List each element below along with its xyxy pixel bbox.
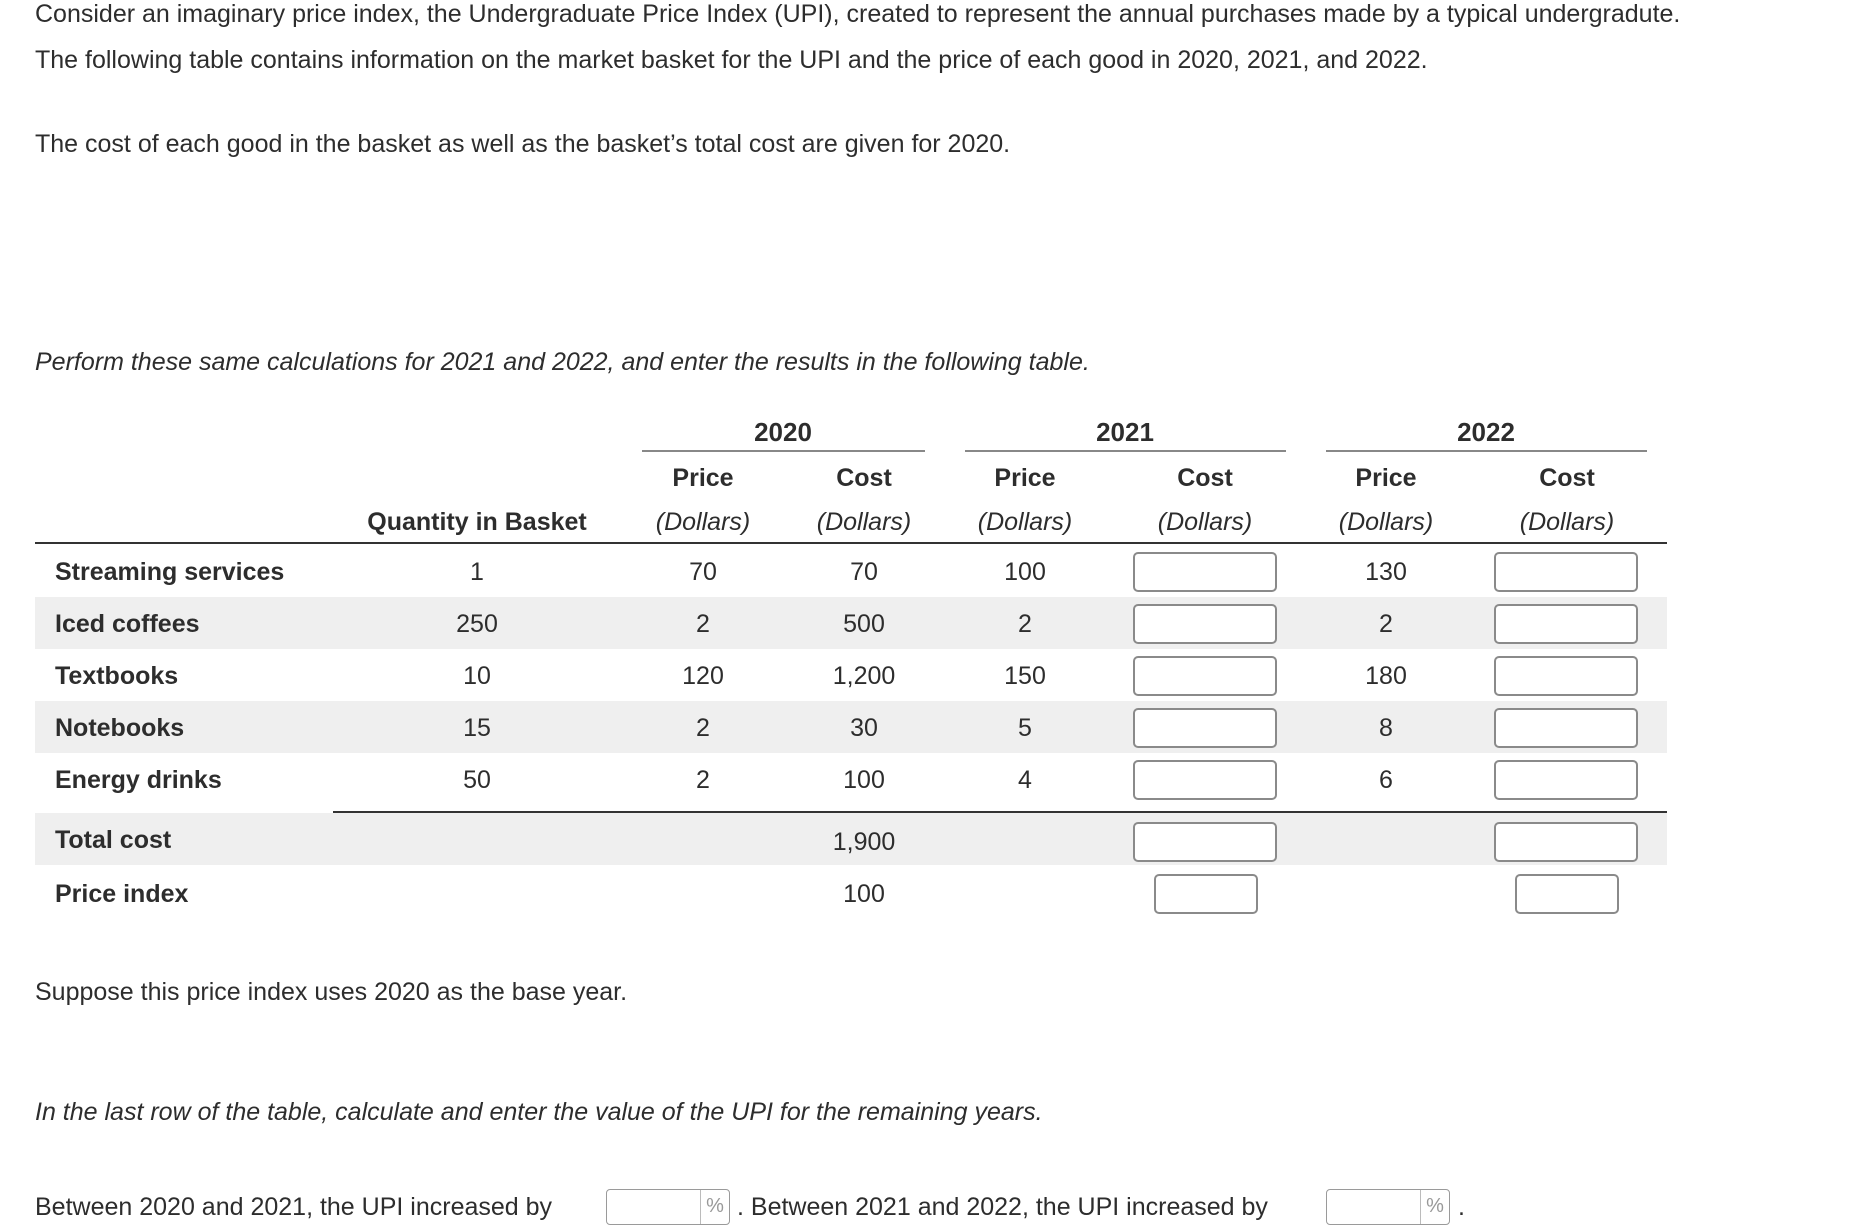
- quantity-cell: 10: [463, 662, 491, 690]
- price-2022-cell: 130: [1365, 558, 1407, 586]
- intro-line-1: Consider an imaginary price index, the Undergraduate Price Index (UPI), created to represent the annual purchases made by a typical undergradute.: [35, 0, 1681, 28]
- last-row-instruction: In the last row of the table, calculate and enter the value of the UPI for the remaining years.: [35, 1098, 1043, 1126]
- base-year-text: Suppose this price index uses 2020 as the base year.: [35, 978, 628, 1006]
- price-2021-cell: 100: [1004, 558, 1046, 586]
- price-2022-header: Price: [1355, 464, 1417, 492]
- sentence-end: .: [1458, 1193, 1465, 1221]
- price-2020-unit: (Dollars): [655, 508, 751, 536]
- cost-2021-input[interactable]: [1133, 708, 1277, 748]
- cost-2020-cell: 70: [850, 558, 878, 586]
- price-2022-cell: 8: [1379, 714, 1393, 742]
- year-2021-underline: [965, 450, 1286, 452]
- cost-2022-input[interactable]: [1494, 760, 1638, 800]
- price-index-2020: 100: [843, 880, 885, 908]
- price-2022-cell: 6: [1379, 766, 1393, 794]
- quantity-cell: 50: [463, 766, 491, 794]
- quantity-header: Quantity in Basket: [367, 508, 587, 536]
- cost-2021-unit: (Dollars): [1157, 508, 1253, 536]
- year-2022-underline: [1326, 450, 1647, 452]
- price-index-2021-input[interactable]: [1154, 874, 1258, 914]
- cost-2021-input[interactable]: [1133, 760, 1277, 800]
- cost-2022-input[interactable]: [1494, 604, 1638, 644]
- year-2020-header: 2020: [754, 417, 812, 447]
- row-label: Iced coffees: [55, 610, 200, 638]
- cost-2022-input[interactable]: [1494, 708, 1638, 748]
- cost-2020-unit: (Dollars): [816, 508, 912, 536]
- price-2020-cell: 120: [682, 662, 724, 690]
- row-label: Notebooks: [55, 714, 185, 742]
- quantity-cell: 15: [463, 714, 491, 742]
- cost-2022-input[interactable]: [1494, 552, 1638, 592]
- row-label: Streaming services: [55, 558, 285, 586]
- cost-2020-cell: 500: [843, 610, 885, 638]
- price-2021-cell: 2: [1018, 610, 1032, 638]
- cost-2021-input[interactable]: [1133, 604, 1277, 644]
- header-rule: [35, 542, 1667, 544]
- cost-2021-input[interactable]: [1133, 552, 1277, 592]
- price-2020-header: Price: [672, 464, 734, 492]
- price-2021-cell: 150: [1004, 662, 1046, 690]
- price-2020-cell: 2: [696, 610, 710, 638]
- price-2022-cell: 180: [1365, 662, 1407, 690]
- cost-2022-header: Cost: [1539, 464, 1595, 492]
- increase-2021-input[interactable]: [606, 1189, 730, 1225]
- increase-2022-input[interactable]: [1326, 1189, 1450, 1225]
- price-2021-cell: 4: [1018, 766, 1032, 794]
- percent-unit: %: [700, 1190, 729, 1224]
- cost-2020-cell: 30: [850, 714, 878, 742]
- intro-line-3: The cost of each good in the basket as well as the basket’s total cost are given for 2020.: [35, 130, 1011, 158]
- cost-2022-input[interactable]: [1494, 656, 1638, 696]
- total-cost-label: Total cost: [55, 826, 172, 854]
- row-label: Energy drinks: [55, 766, 222, 794]
- cost-2020-cell: 1,200: [832, 662, 896, 690]
- row-label: Textbooks: [55, 662, 179, 690]
- year-2020-underline: [642, 450, 925, 452]
- total-cost-2022-input[interactable]: [1494, 822, 1638, 862]
- cost-2020-cell: 100: [843, 766, 885, 794]
- quantity-cell: 1: [470, 558, 484, 586]
- percent-unit: %: [1420, 1190, 1449, 1224]
- quantity-cell: 250: [456, 610, 498, 638]
- price-2020-cell: 2: [696, 714, 710, 742]
- increase-text-2: . Between 2021 and 2022, the UPI increased by: [737, 1193, 1268, 1221]
- year-2021-header: 2021: [1096, 417, 1154, 447]
- price-2020-cell: 2: [696, 766, 710, 794]
- cost-2020-header: Cost: [836, 464, 892, 492]
- price-index-label: Price index: [55, 880, 189, 908]
- price-2021-header: Price: [994, 464, 1056, 492]
- cost-2022-unit: (Dollars): [1519, 508, 1615, 536]
- price-2020-cell: 70: [689, 558, 717, 586]
- intro-line-2: The following table contains information on the market basket for the UPI and the price of each good in 2020, 2021, and 2022.: [35, 46, 1428, 74]
- price-2022-unit: (Dollars): [1338, 508, 1434, 536]
- total-cost-2021-input[interactable]: [1133, 822, 1277, 862]
- year-2022-header: 2022: [1457, 417, 1515, 447]
- price-2021-unit: (Dollars): [977, 508, 1073, 536]
- price-2021-cell: 5: [1018, 714, 1032, 742]
- total-cost-2020: 1,900: [832, 828, 896, 856]
- instruction-text: Perform these same calculations for 2021 and 2022, and enter the results in the following table.: [35, 348, 1090, 376]
- increase-text-1: Between 2020 and 2021, the UPI increased by: [35, 1193, 553, 1221]
- price-index-2022-input[interactable]: [1515, 874, 1619, 914]
- total-rule: [333, 811, 1667, 813]
- price-2022-cell: 2: [1379, 610, 1393, 638]
- cost-2021-input[interactable]: [1133, 656, 1277, 696]
- cost-2021-header: Cost: [1177, 464, 1233, 492]
